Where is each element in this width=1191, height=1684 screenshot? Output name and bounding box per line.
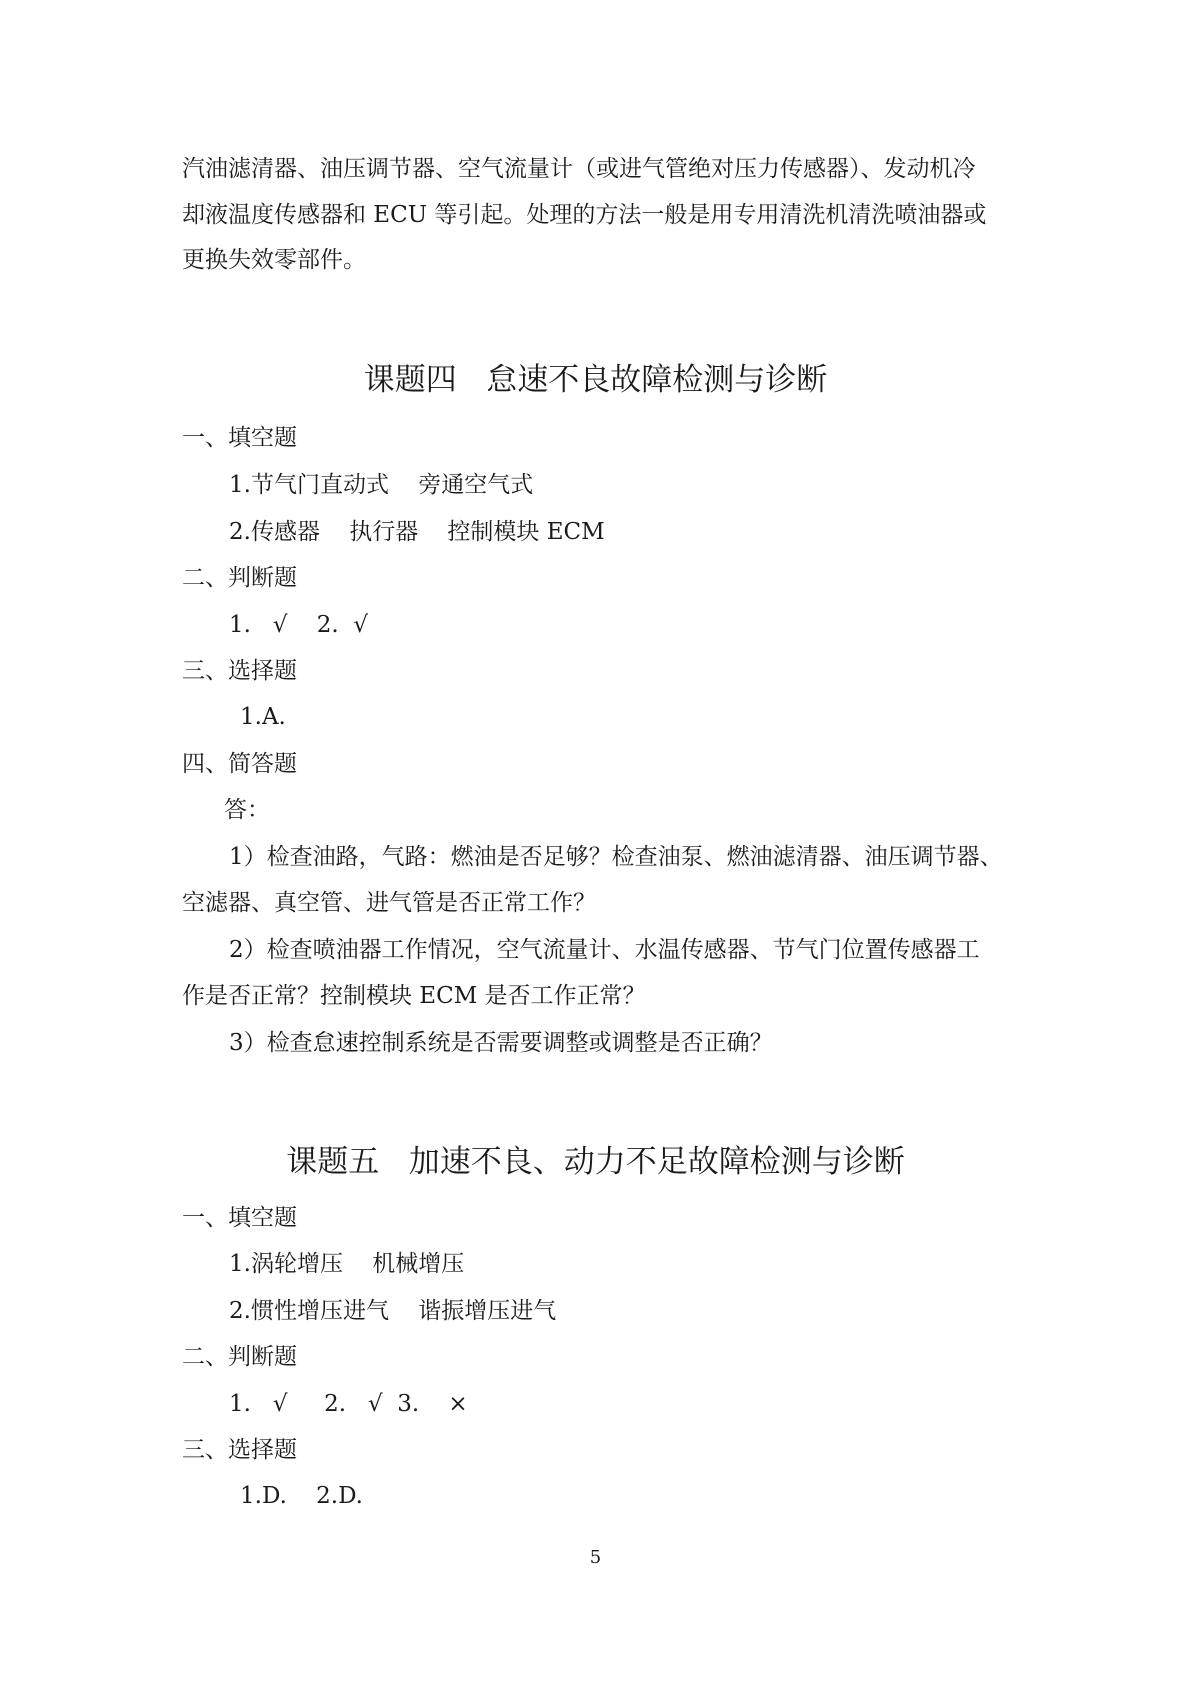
topic5-title: 课题五 加速不良、动力不足故障检测与诊断 xyxy=(286,1144,905,1180)
topic4-answer-3: 3）检查怠速控制系统是否需要调整或调整是否正确？ xyxy=(229,1030,773,1056)
topic4-judge-heading: 二、判断题 xyxy=(182,565,297,591)
topic4-fill-answer-1: 1.节气门直动式 旁通空气式 xyxy=(229,472,534,498)
intro-line-2: 却液温度传感器和 ECU 等引起。处理的方法一般是用专用清洗机清洗喷油器或 xyxy=(182,202,987,228)
topic5-fill-answer-2: 2.惯性增压进气 谐振增压进气 xyxy=(229,1298,557,1324)
topic4-answer-2-line-2: 作是否正常？控制模块 ECM 是否工作正常？ xyxy=(182,983,646,1009)
topic4-judge-answers: 1. √ 2. √ xyxy=(229,612,368,638)
topic4-choice-heading: 三、选择题 xyxy=(182,658,297,684)
topic4-choice-answers: 1.A. xyxy=(240,704,286,730)
topic5-judge-answers: 1. √ 2. √ 3. × xyxy=(229,1391,468,1417)
topic4-title: 课题四 怠速不良故障检测与诊断 xyxy=(363,362,828,398)
page-number: 5 xyxy=(589,1547,602,1568)
intro-line-3: 更换失效零部件。 xyxy=(182,247,366,273)
intro-line-1: 汽油滤清器、油压调节器、空气流量计（或进气管绝对压力传感器）、发动机冷 xyxy=(182,156,976,182)
topic5-choice-heading: 三、选择题 xyxy=(182,1437,297,1463)
topic5-fill-heading: 一、填空题 xyxy=(182,1205,297,1231)
topic4-answer-1-line-1: 1）检查油路，气路：燃油是否足够？检查油泵、燃油滤清器、油压调节器、 xyxy=(229,844,1003,870)
topic4-answer-1-line-2: 空滤器、真空管、进气管是否正常工作？ xyxy=(182,890,596,916)
topic5-fill-answer-1: 1.涡轮增压 机械增压 xyxy=(229,1251,465,1277)
topic4-fill-answer-2: 2.传感器 执行器 控制模块 ECM xyxy=(229,519,605,545)
topic5-judge-heading: 二、判断题 xyxy=(182,1344,297,1370)
topic4-short-heading: 四、简答题 xyxy=(182,751,297,777)
topic4-answer-label: 答： xyxy=(224,797,270,823)
topic4-answer-2-line-1: 2）检查喷油器工作情况，空气流量计、水温传感器、节气门位置传感器工 xyxy=(229,937,980,963)
topic5-choice-answers: 1.D. 2.D. xyxy=(240,1483,363,1509)
topic4-fill-heading: 一、填空题 xyxy=(182,425,297,451)
